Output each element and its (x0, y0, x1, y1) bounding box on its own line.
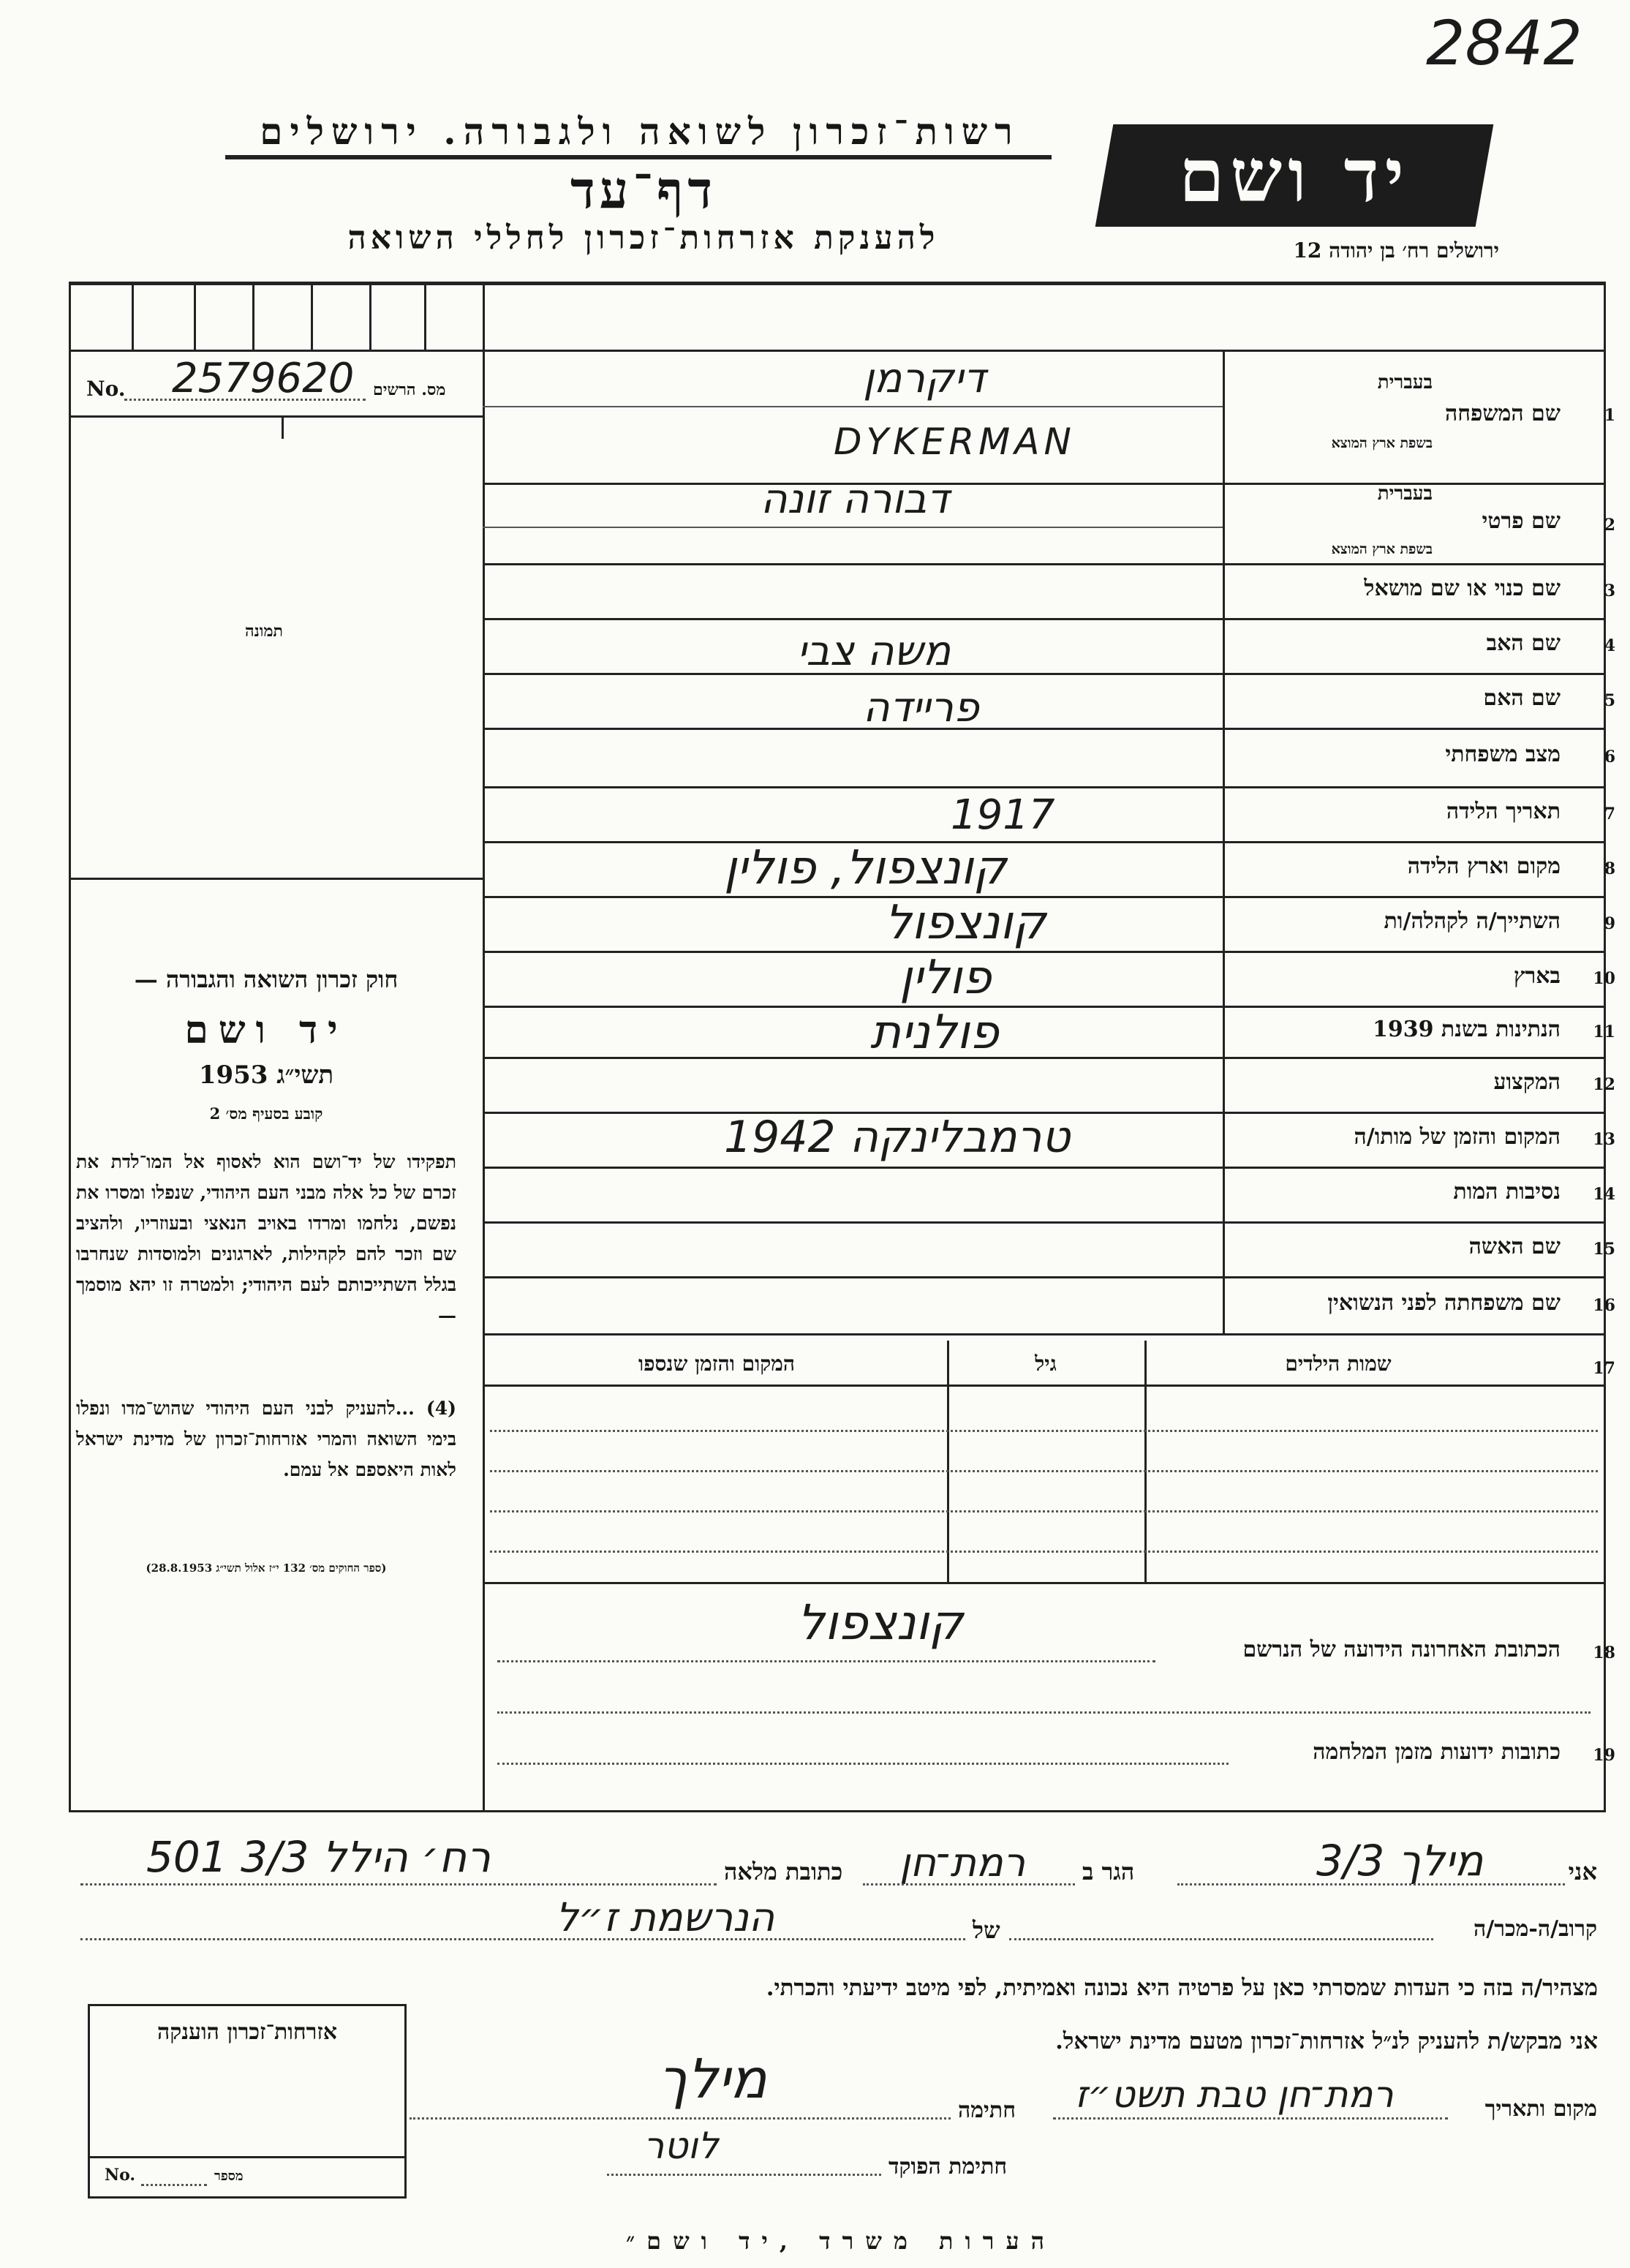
field-1-value-hebrew: דיקרמן (863, 355, 986, 402)
field-9-number: 9 (1604, 914, 1615, 933)
field-1-number: 1 (1604, 406, 1615, 425)
field-9-label: השתייך/ה לקהלה/ות (1384, 908, 1561, 934)
signature-line (410, 2117, 951, 2120)
row-line (483, 786, 1606, 788)
grant-box (88, 2004, 407, 2199)
children-row (490, 1430, 1598, 1432)
no-label: No. (86, 377, 126, 401)
field-18-number: 18 (1593, 1643, 1615, 1662)
relation-line (1009, 1938, 1433, 1940)
field-13-number: 13 (1593, 1130, 1615, 1149)
declaration-address-label: כתובת מלאה (724, 1858, 843, 1885)
children-col-age: גיל (1035, 1352, 1057, 1376)
officer-label: חתימת הפוקד (888, 2154, 1008, 2180)
box-row-bottom (69, 350, 1606, 352)
field-12-number: 12 (1593, 1075, 1615, 1094)
row-line (483, 1006, 1606, 1008)
children-row (490, 1510, 1598, 1512)
logo-text: יד ושם (1179, 132, 1410, 219)
field-18-label: הכתובת האחרונה הידועה של הנרשם (1242, 1637, 1561, 1662)
field-1-value-native: DYKERMAN (834, 421, 1076, 463)
field-15-label: שם האשה (1468, 1234, 1561, 1259)
row-line (483, 841, 1606, 843)
grant-box-no-label: No. (105, 2166, 136, 2185)
field-13-label: המקום והזמן של מותו/ה (1354, 1124, 1561, 1150)
footer-note: הערות משרד ,יד ושם״ (626, 2227, 1056, 2255)
field-9-value: קונצפול (885, 896, 1046, 950)
box-divider (424, 282, 426, 350)
box-divider (252, 282, 254, 350)
children-header-line (483, 1384, 1606, 1387)
field-3-label: שם כנוי או שם מושאל (1364, 576, 1561, 601)
children-col-divider (1144, 1341, 1147, 1582)
row-line (483, 483, 1606, 485)
row-line (483, 1167, 1606, 1169)
field-16-label: שם משפחתה לפני הנשואין (1327, 1290, 1561, 1316)
law-title: חוק זכרון השואה והגבורה — (134, 965, 399, 993)
box-divider (132, 282, 134, 350)
field-17-number: 17 (1593, 1359, 1615, 1378)
reg-number-value: 2579620 (172, 355, 355, 402)
box-divider (369, 282, 371, 350)
box-divider (194, 282, 196, 350)
field-11-label: הנתינות בשנת 1939 (1372, 1017, 1561, 1042)
main-column-divider (483, 282, 485, 1810)
field-16-number: 16 (1593, 1296, 1615, 1315)
field-5-number: 5 (1604, 691, 1615, 710)
field-11-value: פולנית (870, 1006, 999, 1060)
field-4-label: שם האב (1486, 630, 1561, 656)
reg-label: מס. הרשים (373, 380, 446, 399)
declaration-address-value: רח׳ הילל 3/3 501 (146, 1832, 491, 1882)
grant-box-divider (90, 2156, 404, 2158)
reg-tick (282, 415, 284, 439)
grant-box-number-label: מספר (214, 2169, 244, 2184)
authority-line: רשות־זכרון לשואה ולגבורה. ירושלים (260, 110, 1020, 153)
row-line (483, 951, 1606, 953)
field-2-value: דבורה זונה (761, 475, 949, 523)
field-3-number: 3 (1604, 581, 1615, 600)
field-11-number: 11 (1593, 1022, 1615, 1041)
signature-label: חתימה (958, 2098, 1016, 2123)
ani-line (1177, 1883, 1565, 1885)
field-6-label: מצב משפחתי (1445, 742, 1561, 767)
officer-line (607, 2174, 881, 2176)
row-line (483, 618, 1606, 620)
field-19-line (497, 1763, 1229, 1765)
field-4-number: 4 (1604, 636, 1615, 655)
row-line (483, 673, 1606, 675)
place-date-line (1053, 2117, 1448, 2120)
reg-row-line (69, 415, 483, 418)
frame-top (69, 282, 1606, 285)
field-18-line-2 (497, 1711, 1591, 1714)
field-19-number: 19 (1593, 1746, 1615, 1765)
field-5-label: שם האם (1483, 685, 1561, 711)
frame-right (1604, 282, 1606, 1810)
field-8-value: קונצפול, פולין (724, 841, 1007, 895)
frame-bottom (69, 1810, 1606, 1812)
declaration-request: אני מבקש/ת להעניק לנ״ל אזרחות־זכרון מטעם מדינת ישראל. (1055, 2028, 1598, 2054)
field-8-label: מקום וארץ הלידה (1407, 854, 1561, 879)
declaration-resides-label: הגר ב (1082, 1858, 1135, 1885)
children-table-bottom (483, 1582, 1606, 1584)
field-18-value: קונצפול (797, 1594, 964, 1651)
row-line (483, 563, 1606, 565)
grant-box-title: אזרחות־זכרון הוענקה (156, 2019, 338, 2045)
field-12-label: המקצוע (1493, 1069, 1561, 1095)
field-8-number: 8 (1604, 859, 1615, 878)
sub-row-line (483, 406, 1223, 407)
field-14-label: נסיבות המות (1453, 1179, 1561, 1205)
field-1-label: שם המשפחה (1444, 401, 1561, 426)
row-line (483, 1276, 1606, 1278)
sub-row-line (483, 527, 1223, 528)
law-year: תשי״ג 1953 (198, 1060, 334, 1090)
box-divider (311, 282, 313, 350)
row-line (483, 1221, 1606, 1224)
law-name: יד ושם (184, 1008, 348, 1052)
row-line (483, 1333, 1606, 1335)
field-4-value: משה צבי (797, 628, 951, 675)
field-5-value: פריידה (863, 684, 979, 731)
signature-value: מילך (658, 2048, 767, 2111)
declaration-of-label: של (973, 1916, 1000, 1944)
header-address: ירושלים רח׳ בן יהודה 12 (1293, 238, 1499, 263)
officer-value: לוטר (644, 2125, 719, 2167)
field-1-hebrew-sublabel: בעברית (1377, 372, 1433, 393)
of-line (80, 1938, 965, 1940)
field-13-value: טרמבלינקה 1942 (724, 1112, 1071, 1163)
form-subtitle: להענקת אזרחות־זכרון לחללי השואה (347, 219, 940, 257)
declaration-ani-value: מילך 3/3 (1316, 1836, 1484, 1885)
field-2-hebrew-sublabel: בעברית (1377, 483, 1433, 505)
field-19-label: כתובות ידועות מזמן המלחמה (1313, 1739, 1561, 1765)
field-7-label: תאריך הלידה (1446, 799, 1561, 824)
field-10-label: בארץ (1513, 963, 1561, 989)
field-18-line (497, 1660, 1155, 1662)
address-line (80, 1883, 717, 1885)
row-line (483, 1057, 1606, 1059)
children-col-divider (947, 1341, 949, 1582)
form-title: דף־עד (570, 159, 717, 220)
declaration-resides-value: רמת־חן (899, 1839, 1026, 1885)
declaration-relation-label: קרוב/ה-מכר/ה (1474, 1916, 1597, 1942)
yad-vashem-logo (1095, 124, 1494, 227)
field-2-number: 2 (1604, 516, 1615, 535)
row-line (483, 728, 1606, 730)
field-14-number: 14 (1593, 1185, 1615, 1204)
field-2-native-sublabel: בשפת ארץ המוצא (1331, 541, 1433, 557)
place-date-label: מקום ותאריך (1484, 2096, 1597, 2122)
declaration-ani-label: אני (1568, 1858, 1597, 1885)
field-10-value: פולין (899, 951, 992, 1005)
field-2-label: שם פרטי (1482, 508, 1561, 534)
field-7-value: 1917 (951, 791, 1055, 839)
field-7-number: 7 (1604, 805, 1615, 824)
field-1-native-sublabel: בשפת ארץ המוצא (1331, 435, 1433, 451)
law-paragraph-1: תפקידו של יד־ושם הוא לאסוף אל המו־לדת את זכרם של כל אלה מבני העם היהודי, שנפלו ומסרו את נפשם, נלחמו ומרדו באויב הנאצי ובעוזריו, ולהציב שם וזכר להם לקהילות, לארגונים ולמוסדות שנחרבו בגלל השתייכותם לעם היהודי; ולמטרה זו יהא מוסמך — (76, 1151, 456, 1326)
photo-area-bottom (69, 878, 483, 880)
children-col-names: שמות הילדים (1285, 1352, 1392, 1376)
resides-line (863, 1883, 1075, 1885)
place-date-value: רמת־חן טבת תשט״ז (1075, 2073, 1394, 2116)
field-10-number: 10 (1593, 969, 1615, 988)
file-number: 2842 (1426, 7, 1582, 79)
law-paragraph-2: (4) ...להעניק לבני העם היהודי שהוש־מדו ונפלו בימי השואה והמרי אזרחות־זכרון של מדינת ישראל לאות היאספם אל עמם. (76, 1398, 456, 1480)
declaration-of-value: הנרשמת ז״ל (556, 1894, 775, 1940)
photo-label: תמונה (245, 622, 283, 641)
field-6-number: 6 (1604, 747, 1615, 766)
children-row (490, 1470, 1598, 1472)
frame-left (69, 282, 71, 1810)
law-footer: (ספר החוקים מס׳ 132 י״ז אלול תשי״ג 28.8.1953) (146, 1561, 387, 1575)
field-15-number: 15 (1593, 1240, 1615, 1259)
declaration-statement: מצהיר/ה בזה כי העדות שמסרתי כאן על פרטיה היא נכונה ואמיתית, לפי מיטב ידיעתי והכרתי. (766, 1975, 1598, 2001)
children-row (490, 1551, 1598, 1553)
children-col-place: המקום והזמן שנספו (638, 1352, 795, 1376)
grant-number-line (141, 2184, 207, 2186)
law-clause: קובע בסעיף מס׳ 2 (209, 1104, 323, 1123)
